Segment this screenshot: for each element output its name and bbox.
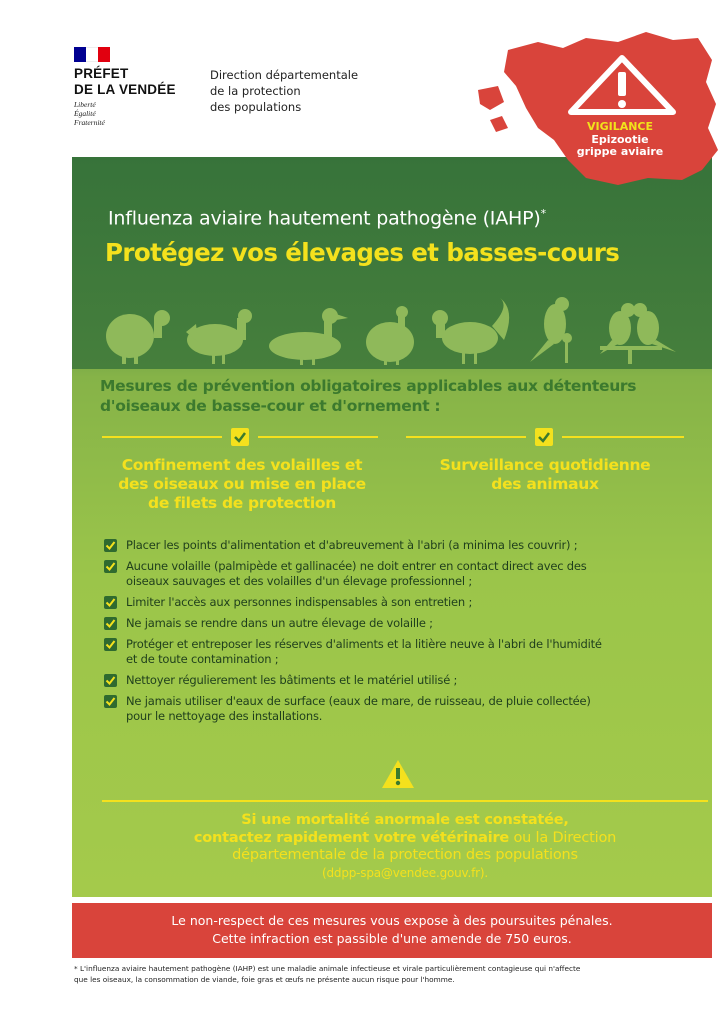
footnote <box>74 964 714 985</box>
vigilance-subtitle-line: Epizootie <box>591 132 649 146</box>
measures-checklist <box>104 538 704 730</box>
measures-line: d'oiseaux de basse-cour et d'ornement : <box>100 397 441 415</box>
alert-contact-ddpp: ou la Direction <box>509 829 617 846</box>
penalty-line: Le non-respect de ces mesures vous expose à des poursuites pénales. <box>171 913 613 928</box>
lovebirds-icon <box>600 303 676 364</box>
item-text: Protéger et entreposer les réserves d'aliments et la litière neuve à l'abri de l'humidité <box>126 637 602 651</box>
column-title-confinement <box>102 456 382 513</box>
guinea-fowl-icon <box>366 306 414 365</box>
turkey-icon <box>106 310 170 364</box>
vigilance-subtitle-line: grippe aviaire <box>576 145 664 158</box>
item-text: Nettoyer régulierement les bâtiments et le matériel utilisé ; <box>126 673 458 687</box>
footnote-line: que les oiseaux, la consommation de viande, foie gras et œufs ne présente aucun risque pour l'homme. <box>74 974 455 984</box>
check-icon <box>104 539 117 552</box>
rooster-icon <box>432 298 509 364</box>
column-title-line: Surveillance quotidienne <box>439 456 651 474</box>
motto-line: Liberté <box>74 100 96 109</box>
republique-flag-logo <box>74 47 110 62</box>
direction-name <box>210 67 358 115</box>
duck-icon <box>269 308 348 365</box>
republic-motto <box>74 100 105 127</box>
checkbox-icon <box>231 428 249 446</box>
item-text: Aucune volaille (palmipède et gallinacée) ne doit entrer en contact direct avec des <box>126 559 587 573</box>
alert-line: Si une mortalité anormale est constatée, <box>241 812 569 828</box>
list-item <box>104 637 704 667</box>
list-item <box>104 538 704 553</box>
measures-intro <box>100 376 636 416</box>
item-text: pour le nettoyage des installations. <box>126 709 323 723</box>
alert-line: départementale de la protection des populations <box>232 847 578 863</box>
footnote-line: * L'influenza aviaire hautement pathogène (IAHP) est une maladie animale infectieuse et virale particulièrement contagieuse qui n'affecte <box>74 964 581 973</box>
item-text: Ne jamais se rendre dans un autre élevage de volaille ; <box>126 616 433 630</box>
penalty-line: Cette infraction est passible d'une amende de 750 euros. <box>212 931 572 946</box>
item-text: oiseaux sauvages et des volailles d'un élevage professionnel ; <box>126 574 472 588</box>
headline-protect: Protégez vos élevages et basses-cours <box>105 238 620 267</box>
column-title-surveillance <box>406 456 684 494</box>
divider-line <box>258 436 378 438</box>
prefecture-line: PRÉFET <box>74 66 129 81</box>
alert-message <box>102 812 708 882</box>
list-item <box>104 595 704 610</box>
list-item <box>104 559 704 589</box>
list-item <box>104 694 704 724</box>
list-item <box>104 673 704 688</box>
check-icon <box>104 638 117 651</box>
check-icon <box>104 674 117 687</box>
column-title-line: des oiseaux ou mise en place <box>118 475 366 493</box>
motto-line: Fraternité <box>74 118 105 127</box>
hen-icon <box>186 309 252 364</box>
item-text: et de toute contamination ; <box>126 652 279 666</box>
headline-text: Influenza aviaire hautement pathogène (IAHP) <box>108 207 541 230</box>
direction-line: des populations <box>210 100 302 114</box>
divider-line <box>102 436 222 438</box>
birds-silhouette-row <box>100 296 700 366</box>
vigilance-label <box>560 121 680 159</box>
penalty-text <box>72 912 712 948</box>
column-title-line: de filets de protection <box>148 494 336 512</box>
check-icon <box>104 617 117 630</box>
vigilance-title: VIGILANCE <box>586 120 654 133</box>
divider-line <box>406 436 526 438</box>
check-icon <box>104 560 117 573</box>
list-item <box>104 616 704 631</box>
prefecture-name <box>74 66 176 98</box>
item-text: Placer les points d'alimentation et d'abreuvement à l'abri (a minima les couvrir) ; <box>126 538 578 552</box>
item-text: Ne jamais utiliser d'eaux de surface (eaux de mare, de ruisseau, de pluie collectée) <box>126 694 591 708</box>
vendee-map-icon <box>468 20 724 190</box>
check-icon <box>104 596 117 609</box>
motto-line: Égalité <box>74 109 96 118</box>
prefecture-line: DE LA VENDÉE <box>74 82 176 97</box>
footnote-marker: * <box>540 207 546 220</box>
check-icon <box>104 695 117 708</box>
alert-line <box>102 830 708 848</box>
checkbox-icon <box>535 428 553 446</box>
parakeet-icon <box>530 297 572 363</box>
contact-email: (ddpp-spa@vendee.gouv.fr). <box>322 865 488 880</box>
measures-line: Mesures de prévention obligatoires applicables aux détenteurs <box>100 377 637 395</box>
column-title-line: des animaux <box>491 475 599 493</box>
direction-line: de la protection <box>210 84 301 98</box>
alert-contact-vet: contactez rapidement votre vétérinaire <box>193 829 510 846</box>
alert-divider <box>102 800 708 802</box>
column-title-line: Confinement des volailles et <box>121 456 363 474</box>
direction-line: Direction départementale <box>210 68 359 82</box>
divider-line <box>562 436 684 438</box>
headline-disease <box>108 207 546 229</box>
warning-triangle-icon <box>380 758 416 790</box>
item-text: Limiter l'accès aux personnes indispensables à son entretien ; <box>126 595 473 609</box>
